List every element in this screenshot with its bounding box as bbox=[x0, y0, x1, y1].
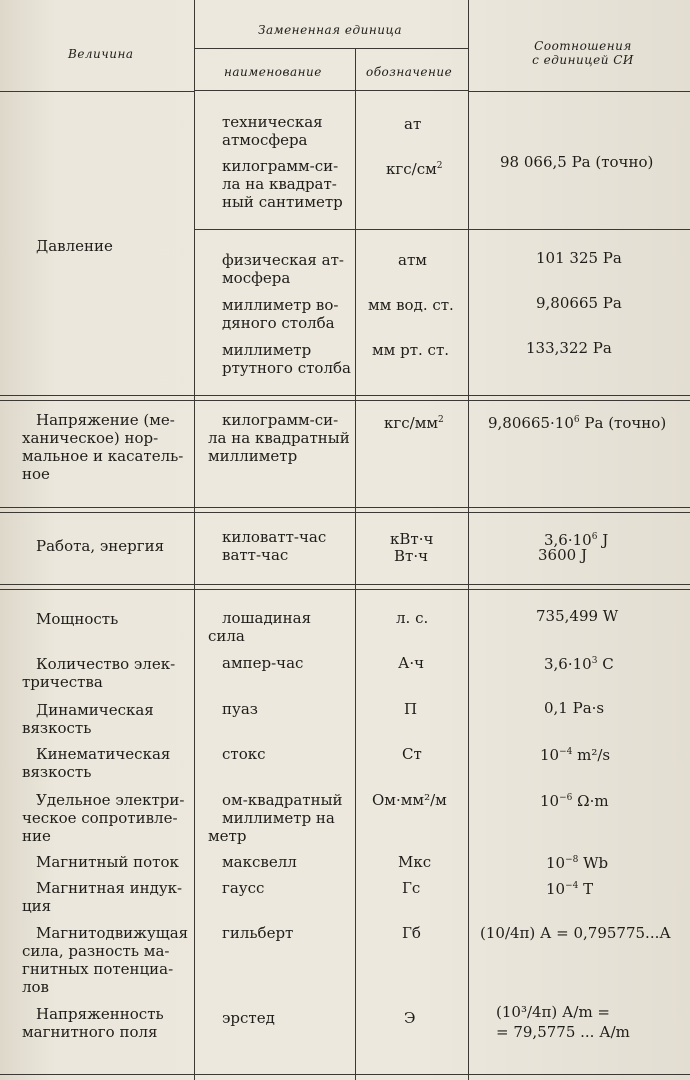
unit-symbol: Э bbox=[404, 1009, 416, 1027]
unit-name: ла на квадратный bbox=[208, 429, 350, 447]
quantity-mmf: Магнитодвижущая bbox=[36, 924, 189, 942]
col-divider-2 bbox=[355, 48, 356, 1080]
unit-name: ла на квадрат- bbox=[222, 175, 337, 193]
unit-name: гильберт bbox=[222, 924, 294, 942]
quantity-power: Мощность bbox=[36, 610, 119, 628]
unit-symbol: Ст bbox=[402, 745, 422, 763]
unit-symbol: Мкс bbox=[398, 853, 432, 871]
unit-name: мосфера bbox=[222, 269, 291, 287]
header-quantity: Величина bbox=[68, 47, 134, 61]
relation-value: $3,6\cdot 10^6$ J bbox=[544, 531, 609, 549]
relation-value: $3,6\cdot 10^3$ С bbox=[544, 655, 614, 673]
quantity-kin-visc: Кинематическая bbox=[36, 745, 171, 763]
quantity-stress: ханическое) нор- bbox=[22, 429, 159, 447]
unit-symbol: Гс bbox=[402, 879, 421, 897]
quantity-charge: Количество элек- bbox=[36, 655, 176, 673]
quantity-stress: мальное и касатель- bbox=[22, 447, 184, 465]
unit-name: дяного столба bbox=[222, 314, 335, 332]
unit-name: ртутного столба bbox=[222, 359, 351, 377]
relation-value: 0,1 Ра·s bbox=[544, 699, 605, 717]
quantity-mmf: гнитных потенциа- bbox=[22, 960, 174, 978]
header-subline bbox=[194, 48, 468, 49]
header-name: наименование bbox=[224, 65, 322, 79]
quantity-mmf: сила, разность ма- bbox=[22, 942, 170, 960]
header-replaced-unit: Замененная единица bbox=[258, 23, 403, 37]
unit-name: техническая bbox=[222, 113, 323, 131]
relation-value: (10/4π) А = 0,795775...А bbox=[480, 924, 671, 942]
header-symbol: обозначение bbox=[366, 65, 453, 79]
quantity-mag-flux: Магнитный поток bbox=[36, 853, 179, 871]
relation-value: $9,80665\cdot 10^6$ Ра (точно) bbox=[488, 414, 667, 432]
relation-value: 735,499 W bbox=[536, 607, 619, 625]
quantity-stress: ное bbox=[22, 465, 50, 483]
unit-symbol: атм bbox=[398, 251, 427, 269]
unit-name: миллиметр во- bbox=[222, 296, 339, 314]
unit-name: ватт-час bbox=[222, 546, 289, 564]
relation-value: 98 066,5 Ра (точно) bbox=[500, 153, 654, 171]
header-relation-2: с единицей СИ bbox=[532, 53, 634, 67]
quantity-work: Работа, энергия bbox=[36, 537, 165, 555]
header-relation-1: Соотношения bbox=[534, 39, 632, 53]
unit-name: сила bbox=[208, 627, 245, 645]
quantity-dyn-visc: вязкость bbox=[22, 719, 92, 737]
unit-symbol: л. с. bbox=[396, 609, 429, 627]
quantity-kin-visc: вязкость bbox=[22, 763, 92, 781]
unit-name: ом-квадратный bbox=[222, 791, 343, 809]
quantity-mmf: лов bbox=[22, 978, 50, 996]
relation-value: $10^{-4}$ m²/s bbox=[540, 746, 611, 764]
unit-name: миллиметр на bbox=[222, 809, 335, 827]
unit-name: атмосфера bbox=[222, 131, 308, 149]
unit-name: физическая ат- bbox=[222, 251, 344, 269]
col-divider-1 bbox=[194, 0, 195, 1080]
relation-value: = 79,5775 ... А/m bbox=[496, 1023, 630, 1041]
unit-symbol: кВт·ч bbox=[390, 530, 434, 548]
header-bottom-line-right bbox=[468, 91, 690, 92]
relation-value: 3600 J bbox=[538, 546, 587, 564]
relation-value: 133,322 Ра bbox=[526, 339, 612, 357]
quantity-stress: Напряжение (ме- bbox=[36, 411, 175, 429]
unit-name: ампер-час bbox=[222, 654, 304, 672]
quantity-pressure: Давление bbox=[36, 237, 113, 255]
unit-name: максвелл bbox=[222, 853, 297, 871]
quantity-resistivity: Удельное электри- bbox=[36, 791, 185, 809]
quantity-dyn-visc: Динамическая bbox=[36, 701, 154, 719]
unit-symbol: мм рт. ст. bbox=[372, 341, 450, 359]
unit-name: ный сантиметр bbox=[222, 193, 343, 211]
unit-name: лошадиная bbox=[222, 609, 312, 627]
unit-symbol: кгс/$мм^2$ bbox=[384, 414, 444, 432]
unit-name: киловатт-час bbox=[222, 528, 327, 546]
col-divider-3 bbox=[468, 0, 469, 1080]
header-bottom-line-left bbox=[0, 91, 194, 92]
group-separator bbox=[0, 507, 690, 513]
quantity-charge: тричества bbox=[22, 673, 103, 691]
unit-name: метр bbox=[208, 827, 247, 845]
unit-symbol: Гб bbox=[402, 924, 421, 942]
relation-value: (10³/4π) А/m = bbox=[496, 1003, 611, 1021]
unit-symbol: А·ч bbox=[398, 654, 425, 672]
unit-symbol: Вт·ч bbox=[394, 547, 429, 565]
relation-value: 101 325 Ра bbox=[536, 249, 622, 267]
unit-name: пуаз bbox=[222, 700, 258, 718]
relation-value: 9,80665 Ра bbox=[536, 294, 622, 312]
unit-name: стокс bbox=[222, 745, 266, 763]
header-bottom-line bbox=[194, 90, 468, 91]
quantity-resistivity: ческое сопротивле- bbox=[22, 809, 178, 827]
quantity-mag-induction: ция bbox=[22, 897, 52, 915]
unit-name: гаусс bbox=[222, 879, 265, 897]
unit-name: миллиметр bbox=[208, 447, 298, 465]
relation-value: $10^{-6}$ Ω·m bbox=[540, 792, 609, 810]
relation-value: $10^{-8}$ Wb bbox=[546, 854, 609, 872]
quantity-mag-induction: Магнитная индук- bbox=[36, 879, 183, 897]
quantity-field: магнитного поля bbox=[22, 1023, 158, 1041]
relation-value: $10^{-4}$ Т bbox=[546, 880, 594, 898]
unit-symbol: П bbox=[404, 700, 418, 718]
table-bottom bbox=[0, 1074, 690, 1075]
unit-name: килограмм-си- bbox=[222, 411, 339, 429]
unit-symbol: кгс/$см^2$ bbox=[386, 160, 443, 178]
group-separator bbox=[0, 395, 690, 401]
unit-name: килограмм-си- bbox=[222, 157, 339, 175]
group-separator bbox=[0, 584, 690, 590]
unit-symbol: мм вод. ст. bbox=[368, 296, 454, 314]
quantity-resistivity: ние bbox=[22, 827, 51, 845]
unit-name: миллиметр bbox=[222, 341, 312, 359]
unit-name: эрстед bbox=[222, 1009, 275, 1027]
unit-symbol: ат bbox=[404, 115, 422, 133]
pressure-subgroup-line bbox=[194, 229, 690, 230]
unit-symbol: Ом·мм²/м bbox=[372, 791, 447, 809]
quantity-field: Напряженность bbox=[36, 1005, 164, 1023]
